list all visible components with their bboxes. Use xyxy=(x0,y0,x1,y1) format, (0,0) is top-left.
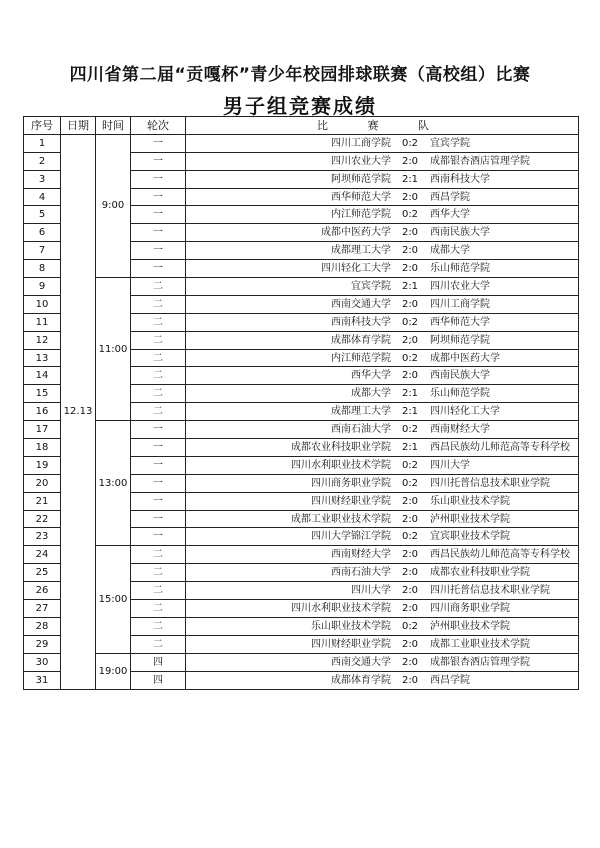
table-row xyxy=(24,134,579,152)
match-line xyxy=(186,547,578,562)
match-score: 2:0 xyxy=(401,638,419,650)
team-a: 四川水利职业技术学院 xyxy=(291,459,391,471)
cell-seq: 11 xyxy=(24,313,61,331)
team-a: 西南科技大学 xyxy=(331,316,391,328)
match-line xyxy=(186,368,578,383)
cell-match xyxy=(186,331,579,349)
match-score: 2:0 xyxy=(401,602,419,614)
match-line xyxy=(186,333,578,348)
team-b: 成都银杏酒店管理学院 xyxy=(430,656,530,668)
cell-seq: 23 xyxy=(24,528,61,546)
header-time: 时间 xyxy=(96,117,131,135)
cell-match xyxy=(186,385,579,403)
match-line xyxy=(186,279,578,294)
document-subtitle: 男子组竞赛成绩 xyxy=(223,94,377,118)
cell-match xyxy=(186,260,579,278)
team-b: 四川托普信息技术职业学院 xyxy=(430,477,550,489)
cell-round: 二 xyxy=(131,349,186,367)
match-line xyxy=(186,297,578,312)
team-a: 成都农业科技职业学院 xyxy=(291,441,391,453)
match-line xyxy=(186,476,578,491)
team-a: 成都体育学院 xyxy=(331,334,391,346)
cell-round: 一 xyxy=(131,152,186,170)
match-score: 2:1 xyxy=(401,173,419,185)
cell-time: 13:00 xyxy=(96,421,131,546)
team-b: 成都银杏酒店管理学院 xyxy=(430,155,530,167)
cell-seq: 8 xyxy=(24,260,61,278)
team-b: 成都农业科技职业学院 xyxy=(430,567,530,579)
team-a: 四川财经职业学院 xyxy=(311,495,391,507)
team-b: 西南民族大学 xyxy=(430,227,490,239)
team-a: 四川财经职业学院 xyxy=(311,638,391,650)
match-score: 0:2 xyxy=(401,531,419,543)
match-score: 2:0 xyxy=(401,513,419,525)
team-b: 西南科技大学 xyxy=(430,173,490,185)
cell-round: 二 xyxy=(131,331,186,349)
match-score: 0:2 xyxy=(401,316,419,328)
match-line xyxy=(186,386,578,401)
cell-seq: 19 xyxy=(24,456,61,474)
cell-round: 二 xyxy=(131,403,186,421)
match-line xyxy=(186,351,578,366)
cell-seq: 27 xyxy=(24,600,61,618)
cell-seq: 14 xyxy=(24,367,61,385)
team-b: 阿坝师范学院 xyxy=(430,334,490,346)
match-score: 0:2 xyxy=(401,620,419,632)
team-b: 西南民族大学 xyxy=(430,370,490,382)
cell-seq: 1 xyxy=(24,134,61,152)
team-b: 西华大学 xyxy=(430,209,470,221)
match-line xyxy=(186,136,578,151)
cell-seq: 26 xyxy=(24,582,61,600)
team-b: 西华师范大学 xyxy=(430,316,490,328)
team-b: 西昌学院 xyxy=(430,191,470,203)
team-a: 四川大学锦江学院 xyxy=(311,531,391,543)
cell-round: 一 xyxy=(131,510,186,528)
cell-seq: 31 xyxy=(24,671,61,689)
match-score: 2:0 xyxy=(401,656,419,668)
match-score: 0:2 xyxy=(401,352,419,364)
cell-seq: 10 xyxy=(24,295,61,313)
cell-date: 12.13 xyxy=(61,134,96,689)
match-score: 2:1 xyxy=(401,406,419,418)
match-score: 0:2 xyxy=(401,209,419,221)
cell-match xyxy=(186,653,579,671)
match-score: 2:0 xyxy=(401,263,419,275)
cell-round: 一 xyxy=(131,224,186,242)
match-line xyxy=(186,512,578,527)
match-line xyxy=(186,315,578,330)
match-line xyxy=(186,172,578,187)
team-a: 成都理工大学 xyxy=(331,245,391,257)
team-b: 西南财经大学 xyxy=(430,424,490,436)
cell-seq: 28 xyxy=(24,617,61,635)
cell-match xyxy=(186,224,579,242)
match-score: 2:0 xyxy=(401,227,419,239)
match-line xyxy=(186,404,578,419)
cell-round: 二 xyxy=(131,617,186,635)
cell-match xyxy=(186,510,579,528)
cell-match xyxy=(186,206,579,224)
match-score: 2:0 xyxy=(401,298,419,310)
team-a: 西南石油大学 xyxy=(331,424,391,436)
cell-round: 一 xyxy=(131,439,186,457)
cell-match xyxy=(186,403,579,421)
cell-round: 一 xyxy=(131,528,186,546)
cell-match xyxy=(186,313,579,331)
table-row xyxy=(24,278,579,296)
cell-round: 一 xyxy=(131,134,186,152)
match-score: 0:2 xyxy=(401,137,419,149)
match-score: 2:0 xyxy=(401,245,419,257)
cell-match xyxy=(186,295,579,313)
match-score: 2:1 xyxy=(401,280,419,292)
cell-round: 一 xyxy=(131,170,186,188)
cell-match xyxy=(186,152,579,170)
cell-seq: 21 xyxy=(24,492,61,510)
cell-seq: 5 xyxy=(24,206,61,224)
cell-round: 二 xyxy=(131,546,186,564)
team-a: 阿坝师范学院 xyxy=(331,173,391,185)
team-a: 西华师范大学 xyxy=(331,191,391,203)
cell-seq: 29 xyxy=(24,635,61,653)
cell-match xyxy=(186,492,579,510)
cell-round: 一 xyxy=(131,492,186,510)
match-line xyxy=(186,243,578,258)
team-b: 乐山师范学院 xyxy=(430,388,490,400)
cell-seq: 18 xyxy=(24,439,61,457)
match-line xyxy=(186,673,578,688)
cell-time: 19:00 xyxy=(96,653,131,689)
table-body xyxy=(24,134,579,689)
match-line xyxy=(186,601,578,616)
cell-seq: 30 xyxy=(24,653,61,671)
match-line xyxy=(186,583,578,598)
team-a: 成都工业职业技术学院 xyxy=(291,513,391,525)
match-score: 2:0 xyxy=(401,155,419,167)
match-line xyxy=(186,154,578,169)
cell-match xyxy=(186,242,579,260)
table-row xyxy=(24,421,579,439)
team-b: 西昌民族幼儿师范高等专科学校 xyxy=(430,549,570,561)
team-a: 西南交通大学 xyxy=(331,656,391,668)
match-line xyxy=(186,637,578,652)
cell-time: 11:00 xyxy=(96,278,131,421)
match-score: 2:1 xyxy=(401,441,419,453)
table-header-row xyxy=(24,117,579,135)
team-b: 四川工商学院 xyxy=(430,298,490,310)
cell-round: 二 xyxy=(131,278,186,296)
cell-round: 二 xyxy=(131,295,186,313)
match-line xyxy=(186,225,578,240)
match-score: 2:0 xyxy=(401,495,419,507)
document-title: 四川省第二届“贡嘎杯”青少年校园排球联赛（高校组）比赛 xyxy=(69,65,531,85)
match-line xyxy=(186,261,578,276)
team-a: 西南石油大学 xyxy=(331,567,391,579)
header-match: 比 赛 队 xyxy=(186,117,579,135)
cell-seq: 2 xyxy=(24,152,61,170)
cell-seq: 4 xyxy=(24,188,61,206)
table-row xyxy=(24,653,579,671)
match-score: 2:0 xyxy=(401,370,419,382)
header-date: 日期 xyxy=(61,117,96,135)
team-a: 四川工商学院 xyxy=(331,137,391,149)
match-line xyxy=(186,565,578,580)
cell-seq: 24 xyxy=(24,546,61,564)
match-score: 0:2 xyxy=(401,459,419,471)
cell-match xyxy=(186,528,579,546)
header-seq: 序号 xyxy=(24,117,61,135)
cell-seq: 12 xyxy=(24,331,61,349)
cell-match xyxy=(186,474,579,492)
match-line xyxy=(186,494,578,509)
cell-round: 二 xyxy=(131,367,186,385)
cell-round: 一 xyxy=(131,474,186,492)
match-score: 2:0 xyxy=(401,567,419,579)
team-a: 四川农业大学 xyxy=(331,155,391,167)
cell-round: 一 xyxy=(131,242,186,260)
team-b: 四川大学 xyxy=(430,459,470,471)
cell-match xyxy=(186,439,579,457)
team-b: 宜宾职业技术学院 xyxy=(430,531,510,543)
cell-round: 一 xyxy=(131,421,186,439)
table-row xyxy=(24,546,579,564)
cell-round: 二 xyxy=(131,385,186,403)
team-a: 四川商务职业学院 xyxy=(311,477,391,489)
header-round: 轮次 xyxy=(131,117,186,135)
cell-round: 一 xyxy=(131,206,186,224)
cell-seq: 6 xyxy=(24,224,61,242)
match-score: 2:0 xyxy=(401,585,419,597)
cell-round: 一 xyxy=(131,260,186,278)
cell-round: 二 xyxy=(131,635,186,653)
cell-round: 二 xyxy=(131,582,186,600)
cell-match xyxy=(186,170,579,188)
cell-seq: 22 xyxy=(24,510,61,528)
team-a: 西华大学 xyxy=(351,370,391,382)
team-b: 四川轻化工大学 xyxy=(430,406,500,418)
cell-match xyxy=(186,671,579,689)
cell-match xyxy=(186,349,579,367)
cell-time: 15:00 xyxy=(96,546,131,653)
team-a: 四川水利职业技术学院 xyxy=(291,602,391,614)
match-line xyxy=(186,529,578,544)
cell-match xyxy=(186,188,579,206)
cell-round: 四 xyxy=(131,653,186,671)
cell-seq: 25 xyxy=(24,564,61,582)
match-line xyxy=(186,458,578,473)
cell-match xyxy=(186,421,579,439)
results-table xyxy=(23,116,579,690)
team-a: 西南财经大学 xyxy=(331,549,391,561)
match-line xyxy=(186,190,578,205)
cell-round: 一 xyxy=(131,188,186,206)
cell-seq: 7 xyxy=(24,242,61,260)
cell-round: 二 xyxy=(131,600,186,618)
team-a: 内江师范学院 xyxy=(331,352,391,364)
match-line xyxy=(186,207,578,222)
cell-match xyxy=(186,564,579,582)
match-score: 2:0 xyxy=(401,674,419,686)
cell-match xyxy=(186,456,579,474)
team-b: 乐山师范学院 xyxy=(430,263,490,275)
cell-match xyxy=(186,582,579,600)
team-b: 成都大学 xyxy=(430,245,470,257)
team-b: 乐山职业技术学院 xyxy=(430,495,510,507)
team-b: 西昌民族幼儿师范高等专科学校 xyxy=(430,441,570,453)
team-a: 成都中医药大学 xyxy=(321,227,391,239)
team-a: 四川轻化工大学 xyxy=(321,263,391,275)
team-a: 乐山职业技术学院 xyxy=(311,620,391,632)
team-b: 成都工业职业技术学院 xyxy=(430,638,530,650)
cell-match xyxy=(186,635,579,653)
cell-seq: 17 xyxy=(24,421,61,439)
team-a: 成都大学 xyxy=(351,388,391,400)
team-a: 西南交通大学 xyxy=(331,298,391,310)
match-line xyxy=(186,440,578,455)
cell-time: 9:00 xyxy=(96,134,131,277)
team-b: 泸州职业技术学院 xyxy=(430,513,510,525)
cell-round: 四 xyxy=(131,671,186,689)
match-score: 0:2 xyxy=(401,477,419,489)
team-a: 宜宾学院 xyxy=(351,280,391,292)
cell-round: 二 xyxy=(131,564,186,582)
cell-seq: 20 xyxy=(24,474,61,492)
cell-match xyxy=(186,617,579,635)
team-b: 泸州职业技术学院 xyxy=(430,620,510,632)
cell-round: 一 xyxy=(131,456,186,474)
match-line xyxy=(186,422,578,437)
team-a: 成都理工大学 xyxy=(331,406,391,418)
cell-match xyxy=(186,278,579,296)
cell-match xyxy=(186,600,579,618)
team-a: 四川大学 xyxy=(351,585,391,597)
match-score: 2:1 xyxy=(401,388,419,400)
team-a: 成都体育学院 xyxy=(331,674,391,686)
cell-match xyxy=(186,367,579,385)
cell-seq: 9 xyxy=(24,278,61,296)
cell-seq: 15 xyxy=(24,385,61,403)
match-line xyxy=(186,619,578,634)
cell-seq: 16 xyxy=(24,403,61,421)
team-b: 四川托普信息技术职业学院 xyxy=(430,585,550,597)
team-b: 西昌学院 xyxy=(430,674,470,686)
cell-match xyxy=(186,546,579,564)
match-score: 2:0 xyxy=(401,191,419,203)
cell-seq: 3 xyxy=(24,170,61,188)
match-score: 2;0 xyxy=(401,334,419,346)
team-b: 宜宾学院 xyxy=(430,137,470,149)
cell-seq: 13 xyxy=(24,349,61,367)
match-score: 2:0 xyxy=(401,549,419,561)
cell-match xyxy=(186,134,579,152)
team-b: 成都中医药大学 xyxy=(430,352,500,364)
match-score: 0:2 xyxy=(401,424,419,436)
cell-round: 二 xyxy=(131,313,186,331)
team-a: 内江师范学院 xyxy=(331,209,391,221)
match-line xyxy=(186,655,578,670)
team-b: 四川商务职业学院 xyxy=(430,602,510,614)
team-b: 四川农业大学 xyxy=(430,280,490,292)
